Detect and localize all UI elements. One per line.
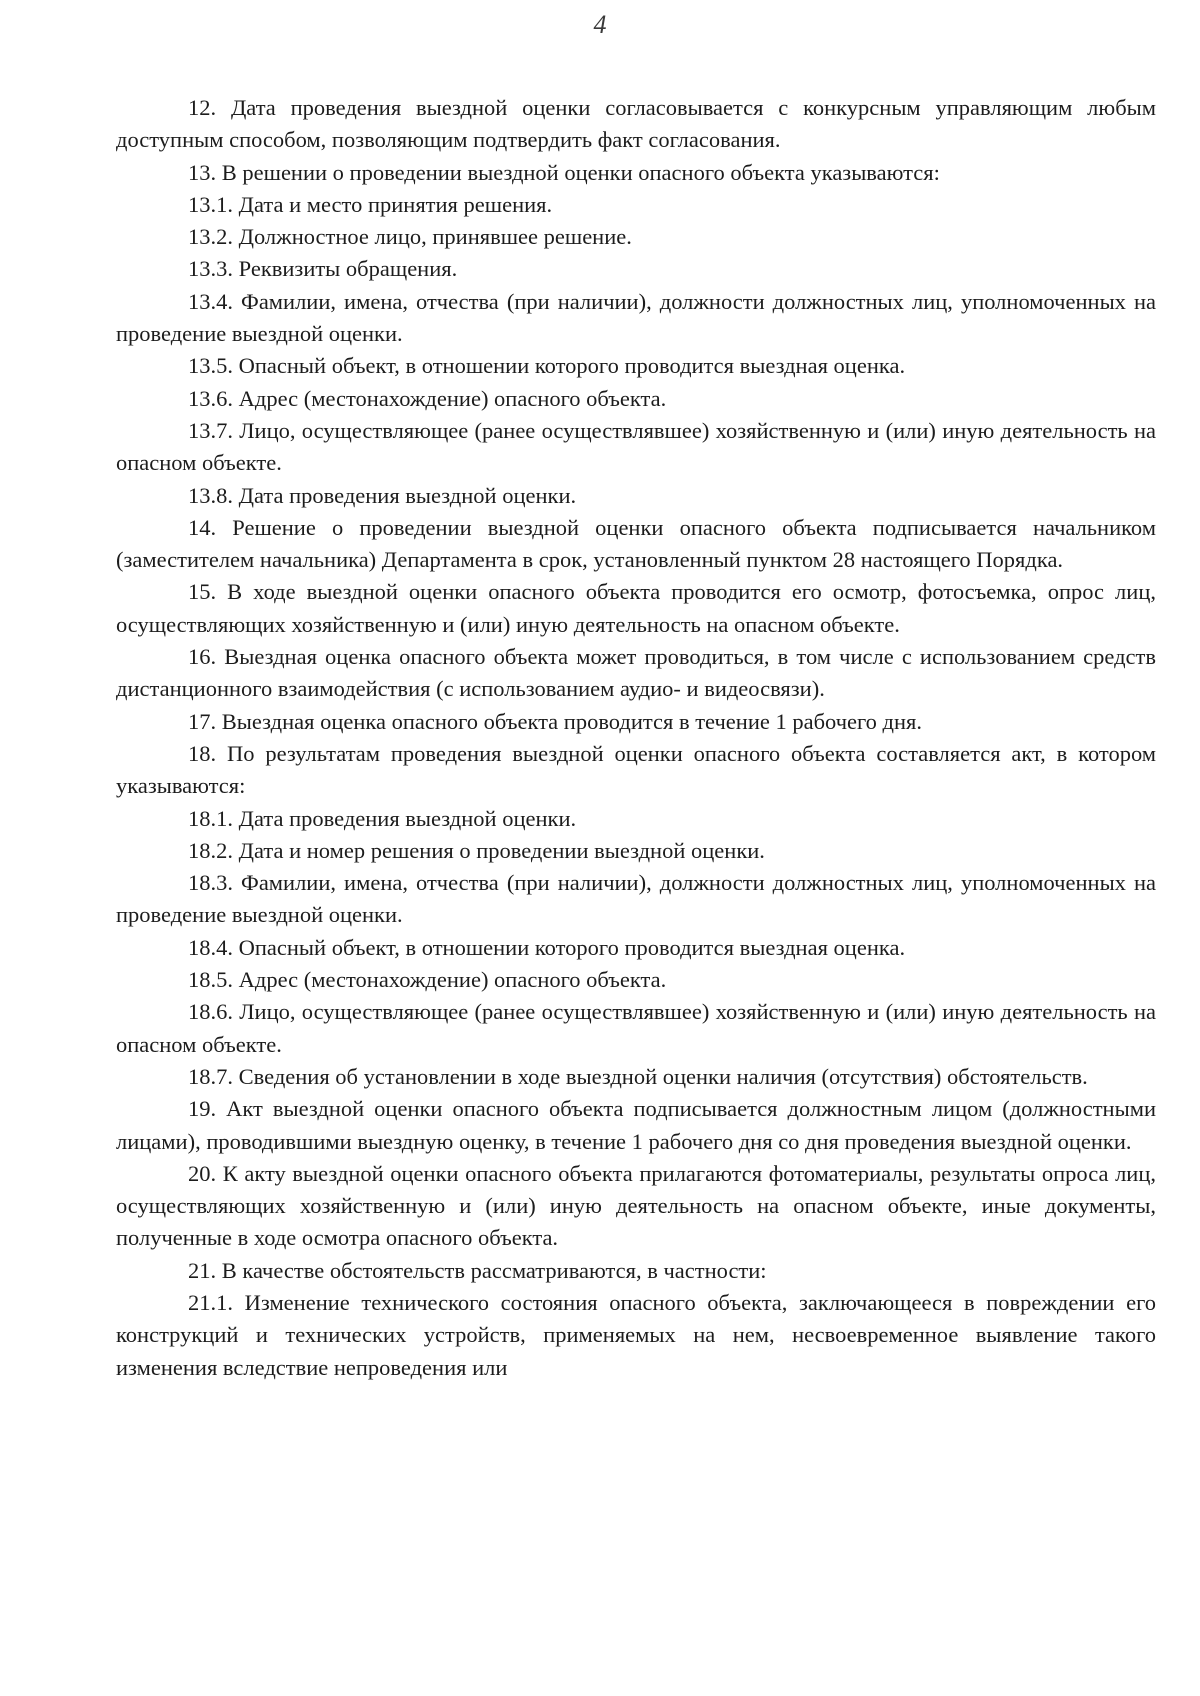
paragraph-18-6: 18.6. Лицо, осуществляющее (ранее осуществлявшее) хозяйственную и (или) иную деятельность на опасном объекте. <box>116 999 1156 1057</box>
paragraph-15: 15. В ходе выездной оценки опасного объекта проводится его осмотр, фотосъемка, опрос лиц, осуществляющих хозяйственную и (или) иную деятельность на опасном объекте. <box>116 579 1156 637</box>
paragraph-18-3: 18.3. Фамилии, имена, отчества (при наличии), должности должностных лиц, уполномоченных на проведение выездной оценки. <box>116 870 1156 928</box>
paragraph-13-7: 13.7. Лицо, осуществляющее (ранее осуществлявшее) хозяйственную и (или) иную деятельность на опасном объекте. <box>116 417 1156 476</box>
paragraph-18-1: 18.1. Дата проведения выездной оценки. <box>188 805 577 831</box>
paragraph-21: 21. В качестве обстоятельств рассматриваются, в частности: <box>188 1257 767 1283</box>
paragraph-20: 20. К акту выездной оценки опасного объекта прилагаются фотоматериалы, результаты опроса лиц, осуществляющих хозяйственную и (или) иную деятельность на опасном объекте, иные документы, полученные в ходе осмотра опасного объекта. <box>116 1160 1156 1251</box>
paragraph-16: 16. Выездная оценка опасного объекта может проводиться, в том числе с использованием средств дистанционного взаимодействия (с использованием аудио- и видеосвязи). <box>116 644 1156 702</box>
paragraph-13-6: 13.6. Адрес (местонахождение) опасного объекта. <box>188 385 667 411</box>
paragraph-13-3: 13.3. Реквизиты обращения. <box>188 256 458 282</box>
paragraph-18-5: 18.5. Адрес (местонахождение) опасного объекта. <box>188 967 667 993</box>
paragraph-21-1: 21.1. Изменение технического состояния опасного объекта, заключающееся в повреждении его конструкций и технических устройств, применяемых на нем, несвоевременное выявление такого изменения вследствие непроведения или <box>116 1289 1156 1380</box>
paragraph-18-7: 18.7. Сведения об установлении в ходе выездной оценки наличия (отсутствия) обстоятельств. <box>188 1063 1088 1089</box>
paragraph-17: 17. Выездная оценка опасного объекта проводится в течение 1 рабочего дня. <box>188 708 923 734</box>
paragraph-13-4: 13.4. Фамилии, имена, отчества (при наличии), должности должностных лиц, уполномоченных на проведение выездной оценки. <box>116 288 1156 347</box>
paragraph-13: 13. В решении о проведении выездной оценки опасного объекта указываются: <box>188 159 940 185</box>
paragraph-13-2: 13.2. Должностное лицо, принявшее решение. <box>188 224 632 250</box>
paragraph-13-8: 13.8. Дата проведения выездной оценки. <box>188 482 577 508</box>
paragraph-13-5: 13.5. Опасный объект, в отношении которого проводится выездная оценка. <box>188 353 906 379</box>
paragraph-18-2: 18.2. Дата и номер решения о проведении выездной оценки. <box>188 837 765 863</box>
paragraph-12: 12. Дата проведения выездной оценки согласовывается с конкурсным управляющим любым доступным способом, позволяющим подтвердить факт согласования. <box>116 95 1156 153</box>
paragraph-18-4: 18.4. Опасный объект, в отношении которого проводится выездная оценка. <box>188 934 906 960</box>
document-body <box>116 92 1156 1384</box>
paragraph-19: 19. Акт выездной оценки опасного объекта подписывается должностным лицом (должностными лицами), проводившими выездную оценку, в течение 1 рабочего дня со дня проведения выездной оценки. <box>116 1096 1156 1154</box>
page-number: 4 <box>593 10 607 39</box>
paragraph-18: 18. По результатам проведения выездной оценки опасного объекта составляется акт, в котором указываются: <box>116 740 1156 799</box>
paragraph-13-1: 13.1. Дата и место принятия решения. <box>188 191 553 217</box>
paragraph-14: 14. Решение о проведении выездной оценки опасного объекта подписывается начальником (заместителем начальника) Департамента в срок, установленный пунктом 28 настоящего Порядка. <box>116 514 1156 573</box>
